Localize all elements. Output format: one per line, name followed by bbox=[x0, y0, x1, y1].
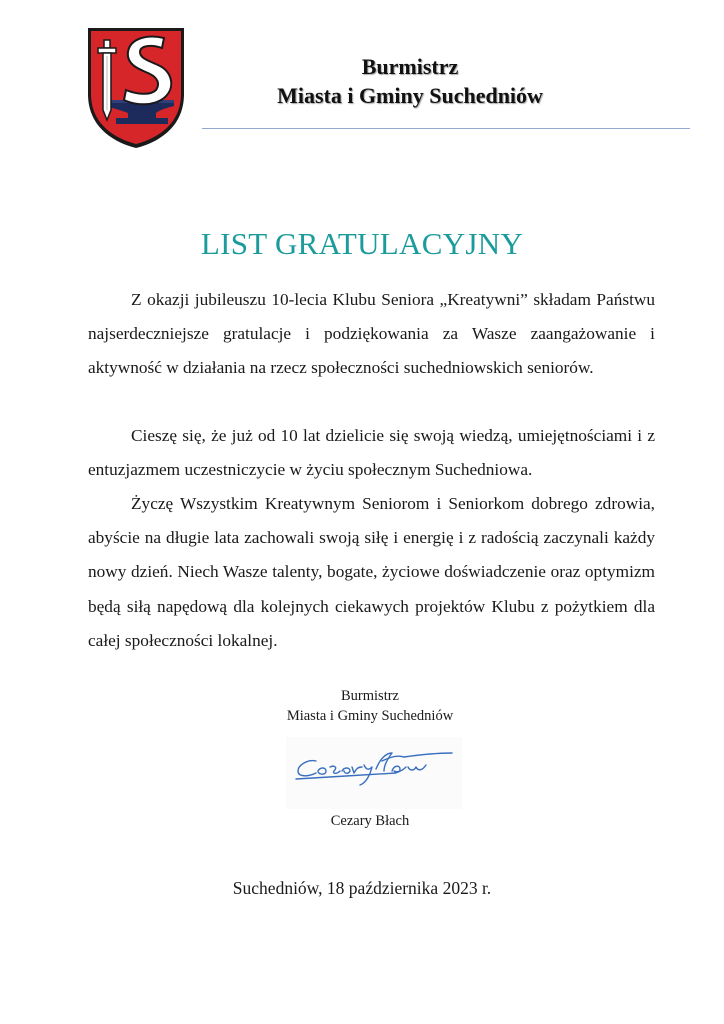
document-heading: LIST GRATULACYJNY bbox=[200, 226, 524, 261]
paragraph-wishes: Życzę Wszystkim Kreatywnym Seniorom i Seniorkom dobrego zdrowia, abyście na długie lata zachowali swoją siłę i energię i z radością zaczynali każdy nowy dzień. Niech Wasze talenty, bogate, życiowe doświadczenie oraz optymizm będą siłą napędową dla kolejnych ciekawych projektów Klubu z pożytkiem dla całej społeczności lokalnej. bbox=[88, 494, 655, 650]
signatory-title-line2: Miasta i Gminy Suchedniów bbox=[286, 708, 454, 724]
header-divider bbox=[202, 128, 690, 129]
paragraph-congratulations: Z okazji jubileuszu 10-lecia Klubu Seniora „Kreatywni” składam Państwu najserdeczniejsze gratulacje i podziękowania za Wasze zaangażowanie i aktywność w działania na rzecz społeczności suchedniowskich seniorów. bbox=[88, 290, 655, 378]
signer-name: Cezary Błach bbox=[330, 813, 410, 829]
paragraph-appreciation: Cieszę się, że już od 10 lat dzielicie się swoją wiedzą, umiejętnościami i z entuzjazmem uczestniczycie w życiu społecznym Suchedniowa. bbox=[88, 426, 655, 480]
handwritten-signature-icon bbox=[286, 737, 462, 809]
town-coat-of-arms-icon bbox=[86, 26, 186, 150]
office-title-line2: Miasta i Gminy Suchedniów bbox=[277, 83, 543, 108]
place-and-date: Suchedniów, 18 października 2023 r. bbox=[232, 878, 492, 898]
signatory-title-line1: Burmistrz bbox=[341, 688, 399, 704]
office-title-line1: Burmistrz bbox=[361, 54, 459, 79]
